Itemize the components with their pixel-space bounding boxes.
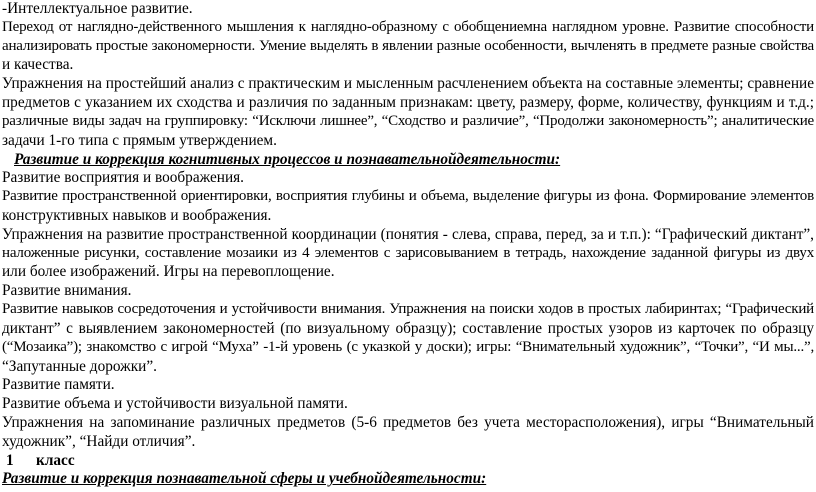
paragraph-line: Развитие навыков сосредоточения и устойчивости внимания. Упражнения на поиски ходов в простых лабиринтах; “Графический [2, 301, 814, 317]
paragraph-line: диктант” с выявлением закономерностей (по визуальному образцу); составление простых узоров из карточек по образцу [2, 319, 814, 337]
section-heading-cognitive: Развитие и коррекция когнитивных процессов и познавательнойдеятельности: [14, 150, 561, 168]
class-label: класс [36, 451, 75, 469]
paragraph-line: “Запутанные дорожки”. [2, 357, 157, 375]
section-title-intellectual: -Интеллектуальное развитие. [2, 0, 193, 17]
paragraph-line: конструктивных навыков и воображения. [2, 207, 272, 224]
paragraph-line: Упражнения на запоминание различных предметов (5-6 предметов без учета месторасположения), игры “Внимательный [2, 413, 814, 431]
paragraph-line: и качества. [2, 56, 74, 74]
paragraph-line: (“Мозаика”); знакомство с игрой “Муха” -1-й уровень (с указкой у доски); игры: “Внимательный художник”, “Точки”, “И мы...”, [2, 338, 814, 355]
paragraph-line: художник”, “Найди отличия”. [2, 432, 196, 450]
paragraph-line: Развитие пространственной ориентировки, восприятия глубины и объема, выделение фигуры из фона. Формирование элементов [2, 188, 814, 205]
paragraph-line: анализировать простые закономерности. Умение выделять в явлении разные особенности, вычленять в предмете разные свойства [2, 37, 814, 54]
subheading-attention: Развитие внимания. [2, 282, 132, 300]
paragraph-line: предметов с указанием их сходства и различия по заданным признакам: цвету, размеру, форме, количеству, функциям и т.д.; [2, 94, 814, 112]
subheading-memory: Развитие памяти. [2, 376, 115, 394]
class-number: 1 [6, 451, 14, 469]
subheading-perception: Развитие восприятия и воображения. [2, 169, 244, 187]
paragraph-line: Переход от наглядно-действенного мышления к наглядно-образному с обобщениемна наглядном уровне. Развитие способности [2, 18, 814, 35]
paragraph-line: Развитие объема и устойчивости визуальной памяти. [2, 395, 348, 413]
section-heading-learning: Развитие и коррекция познавательной сферы и учебнойдеятельности: [2, 470, 487, 488]
paragraph-line: различные виды задач на группировку: “Исключи лишнее”, “Сходство и различие”, “Продолжи закономерность”; аналитические [2, 112, 814, 129]
paragraph-line: наложенные рисунки, составление мозаики из 4 элементов с зарисовыванием в тетрадь, нахождение заданной фигуры из двух [2, 244, 814, 261]
paragraph-line: или более изображений. Игры на перевоплощение. [2, 263, 335, 281]
paragraph-line: Упражнения на простейший анализ с практическим и мысленным расчленением объекта на составные элементы; сравнение [2, 75, 814, 93]
paragraph-line: задачи 1-го типа с прямым утверждением. [2, 131, 277, 149]
paragraph-line: Упражнения на развитие пространственной координации (понятия - слева, справа, перед, за и т.п.): “Графический диктант”, [2, 225, 814, 243]
